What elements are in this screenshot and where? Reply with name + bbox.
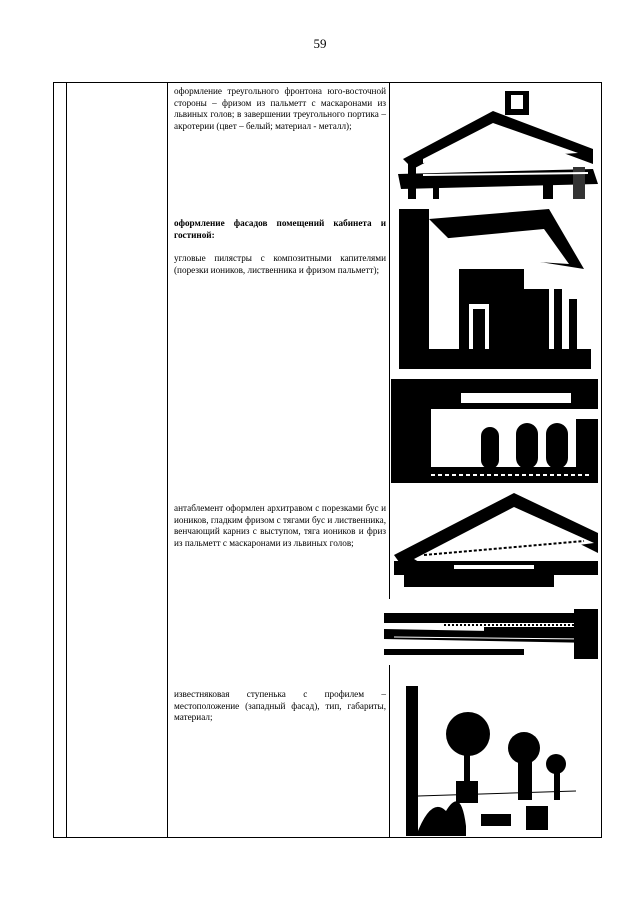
column-divider-2 (167, 83, 168, 837)
entablature-photo (394, 493, 598, 587)
pediment-photo (393, 89, 601, 199)
column-divider-3 (389, 83, 390, 837)
column-divider-1 (66, 83, 67, 837)
facade-arcade-photo (391, 379, 598, 483)
row-1-text: оформление треугольного фронтона юго-восточной стороны – фризом из пальметт с маскаронами из львиных голов; в завершении треугольного портика – акротерии (цвет – белый; материал - металл); (174, 86, 386, 131)
row-2-text: оформление фасадов помещений кабинета и гостиной: угловые пилястры с композитными капителями (порезки иоников, лиственника и фризом пальметт); (174, 218, 386, 275)
document-table (53, 82, 602, 838)
garden-steps-photo (406, 686, 576, 836)
page-number: 59 (313, 36, 327, 51)
row-4-text: известняковая ступенька с профилем – местоположение (западный фасад), тип, габариты, материал; (174, 689, 386, 723)
facade-corner-photo (399, 209, 591, 369)
cornice-photo (384, 599, 598, 665)
row-3-text: антаблемент оформлен архитравом с порезками бус и иоников, гладким фризом с тягами бус и лиственника, венчающий карниз с выступом, тяга иоников и фриз из пальметт с маскаронами из львиных голов; (174, 503, 386, 548)
